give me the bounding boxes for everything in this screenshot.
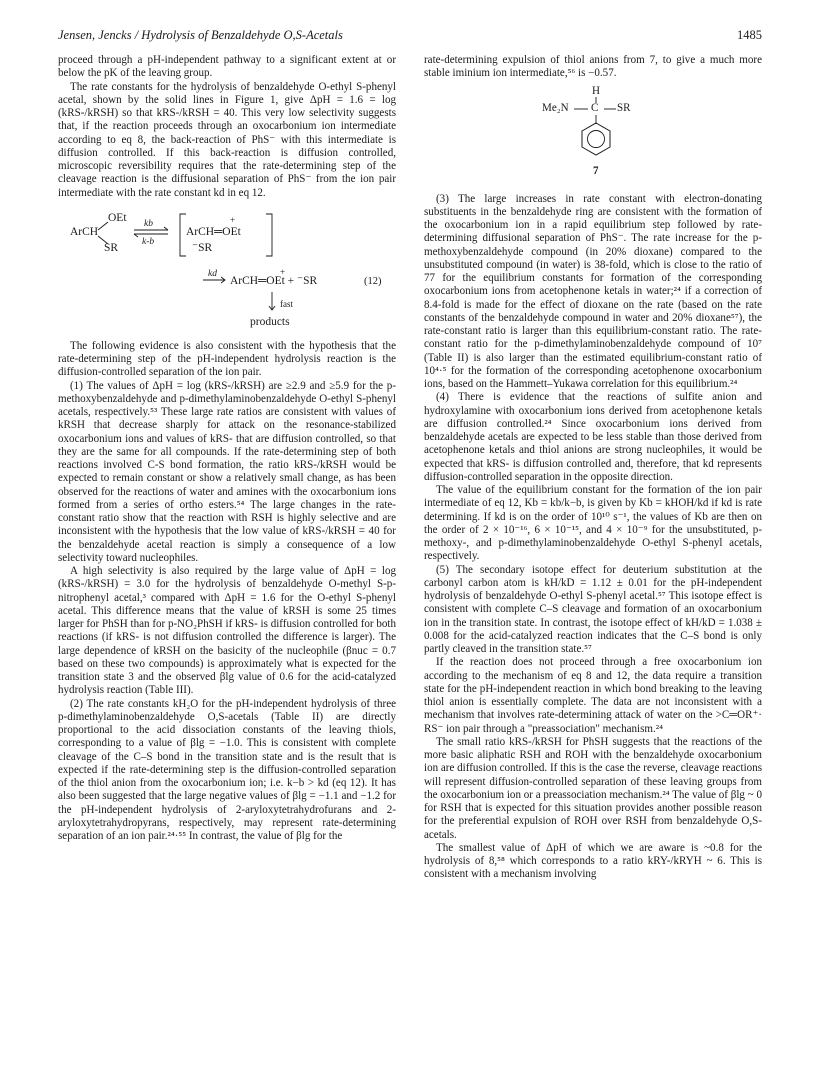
paragraph: The rate constants for the hydrolysis of benzaldehyde O-ethyl S-phenyl acetal, shown by the solid lines in Figure 1, give ΔpH = 1.6 = log (kRS-/kRSH) so that kRS-/kRSH = 40. This very low selectivity suggests that, if the reaction proceeds through an oxocarbonium ion intermediate according to eq 8, the back-reaction of PhS⁻ with this intermediate is diffusion controlled. If this back-reaction is diffusion controlled, microscopic reversibility requires that the rate-determining step of the cleavage reaction is the diffusional separation of PhS⁻ from the ion pair intermediate with the rate constant kd in eq 12. — [58, 80, 396, 199]
left-column — [58, 54, 396, 843]
paragraph: The value of the equilibrium constant for the formation of the ion pair intermediate of eq 12, Kb = kb/k−b, is given by Kb = kHOH/kd if kd is rate determining. If kd is on the order of 10¹⁰ s⁻¹, the values of Kb are then on the order of 2 × 10⁻¹⁶, 6 × 10⁻¹⁵, and 4 × 10⁻⁹ for the unsubstituted, p-methoxy-, and p-dimethylaminobenzaldehyde O-ethyl S-phenyl acetals, respectively. — [424, 484, 762, 563]
paragraph: (5) The secondary isotope effect for deuterium substitution at the carbonyl carbon atom is kH/kD = 1.12 ± 0.01 for the pH-independent hydrolysis of benzaldehyde O-ethyl S-phenyl acetal.⁵⁷ This isotope effect is consistent with complete C–S cleavage and formation of an oxocarbonium ion in the transition state. In contrast, the isotope effect of kH/kD = 1.038 ± 0.008 for the acid-catalyzed reaction indicates that the C–S bond is only partly cleaved in the transition state.⁵⁷ — [424, 563, 762, 655]
page-number: 1485 — [737, 28, 762, 42]
right-column — [424, 54, 762, 882]
paragraph: (1) The values of ΔpH = log (kRS-/kRSH) are ≥2.9 and ≥5.9 for the p-methoxybenzaldehyde and p-dimethylaminobenzaldehyde O-ethyl S-phenyl acetals, respectively.⁵³ These large rate ratios are consistent with values of kRSH that decrease sharply for attack on the resonance-stabilized oxocarbonium ions and values of kRS- that are diffusion controlled, so that they are the same for all compounds. If the rate-determining step of both reactions involved C-S bond formation, the ratio kRS-/kRSH would be expected to remain constant or show a relatively small change, as has been observed for the reactions of water and amines with the oxocarbonium ions formed from a series of ortho esters.⁵⁴ The large changes in the rate-constant ratio show that the reaction with RSH is highly selective and are inconsistent with the hypothesis that the low value of kRS-/kRSH = 40 for the benzaldehyde acetal reaction is simply a consequence of a low selectivity toward nucleophiles. — [58, 379, 396, 564]
paragraph: (3) The large increases in rate constant with electron-donating substituents in the benzaldehyde ring are consistent with the formation of the oxocarbonium ion in a rapid equilibrium step followed by rate-determining diffusional separation of PhS⁻. The rate increase for the p-methoxybenzaldehyde compound (in 20% dioxane) compared to the unsubstituted compound (in water) is 38-fold, which is close to the ratio of 77 for the equilibrium constants for formation of the corresponding oxocarbonium ions from acetophenone ketals in water;²⁴ if a correction of 8.4-fold is made for the effect of dioxane on the rate (based on the rate constants of the benzaldehyde compound in water and 20% dioxane⁵⁷), the rate-constant ratio is larger than this equilibrium-constant ratio. The rate-constant ratio for the p-dimethylaminobenzaldehyde compound of 10⁷ (Table II) is also larger than the estimated equilibrium-constant ratio of 10⁴·⁵ for the formation of the corresponding acetophenone oxocarbonium ions, based on the Hammett–Yukawa correlation for this equilibrium.²⁴ — [424, 192, 762, 390]
ion-pair-anion: ⁻SR — [192, 241, 213, 254]
equation-number: (12) — [364, 275, 382, 287]
reactant-label: ArCH — [70, 225, 99, 238]
paragraph: rate-determining expulsion of thiol anions from 7, to give a much more stable iminium ion intermediate,⁵⁶ is −0.57. — [424, 54, 762, 80]
running-title: Jensen, Jencks / Hydrolysis of Benzaldehyde O,S-Acetals — [58, 28, 343, 42]
fast-label: fast — [280, 298, 293, 309]
k-minus-b-label: k-b — [142, 236, 155, 247]
paragraph: proceed through a pH-independent pathway to a significant extent at or below the pK of the leaving group. — [58, 54, 396, 80]
page-header — [58, 28, 762, 46]
kb-label: kb — [144, 218, 153, 229]
paragraph: (4) There is evidence that the reactions of sulfite anion and hydroxylamine with oxocarbonium ions derived from acetophenone ketals are diffusion controlled.²⁴ Since oxocarbonium ions derived from benzaldehyde acetals are expected to be less stable than those derived from acetophenone ketals and thiol anions are strong nucleophiles, it would be expected that kRS- is diffusion controlled and, therefore, that kd represents diffusion-controlled separation in the opposite direction. — [424, 391, 762, 483]
thio-label: SR — [617, 101, 631, 114]
paragraph: The following evidence is also consistent with the hypothesis that the rate-determining step of the pH-independent hydrolysis reaction is the diffusion-controlled separation of the ion pair. — [58, 339, 396, 379]
structure-7 — [424, 85, 762, 187]
paragraph: A high selectivity is also required by the large value of ΔpH = log (kRS-/kRSH) = 3.0 for the hydrolysis of benzaldehyde O-methyl S-p-nitrophenyl acetal,³ compared with ΔpH = 1.6 for the O-ethyl S-phenyl acetal. This difference means that the value of kRSH is some 25 times larger for PhSH than for p-NO₂PhSH if kRS- is diffusion controlled for both reactions (if kRS- is not diffusion controlled the difference is larger). The large dependence of kRSH on the basicity of the nucleophile (βnuc = 0.7 based on these two compounds) is approximately what is expected for the transition state 3 and the observed βlg value of 0.6 for the acid-catalyzed hydrolysis reaction (Table III). — [58, 565, 396, 697]
thio-label: SR — [104, 241, 119, 254]
ion-pair-cation: ArCH═OEt — [186, 225, 241, 238]
carbon-label: C — [591, 101, 599, 114]
hydrogen-label: H — [592, 84, 600, 97]
separated-products: ArCH═OEt + ⁻SR — [230, 274, 318, 287]
compound-number: 7 — [593, 164, 599, 177]
paragraph: If the reaction does not proceed through a free oxocarbonium ion according to the mechanism of eq 8 and 12, the data require a transition state for the pH-independent reaction in which bond breaking to the leaving thiol anion is essentially complete. The data are not inconsistent with a mechanism that involves rate-determining attack of water on the >C═OR⁺· RS⁻ ion pair through a "preassociation" mechanism.²⁴ — [424, 656, 762, 735]
paragraph: The smallest value of ΔpH of which we are aware is ~0.8 for the hydrolysis of 8,⁵⁸ which corresponds to a ratio kRY-/kRYH ~ 6. This is consistent with a mechanism involving — [424, 841, 762, 881]
paragraph: The small ratio kRS-/kRSH for PhSH suggests that the reactions of the more basic aliphatic RSH and ROH with the benzaldehyde oxocarbonium ion are diffusion controlled. If this is the case the reverse, cleavage reactions will represent diffusion-controlled separation of these leaving groups from the oxocarbonium ion or a preassociation mechanism.²⁴ The value of βlg ~ 0 for RSH that is expected for this situation provides another possible reason for the preferential expulsion of ROH over RSH from benzaldehyde O,S-acetals. — [424, 735, 762, 841]
paragraph: (2) The rate constants kH₂O for the pH-independent hydrolysis of three p-dimethylaminobenzaldehyde O,S-acetals (Table II) are directly proportional to the acid dissociation constants of the leaving thiols, corresponding to a value of βlg = −1.0. This is consistent with complete cleavage of the C–S bond in the transition state and is the result that is expected if the rate-determining step is the diffusion-controlled separation of the thiol anion from the oxocarbonium ion; i.e. k−b > kd (eq 12). It has also been suggested that the large negative values of βlg = −1.1 and −1.2 for the pH-independent hydrolysis of 2-aryloxytetrahydrofurans and 2-aryloxytetrahydropyrans, respectively, may represent rate-determining separation of an ion pair.²⁴·⁵⁵ In contrast, the value of βlg for the — [58, 697, 396, 842]
plus-charge: + — [280, 266, 286, 277]
dimethylamino-label: Me₂N — [542, 101, 569, 114]
ethoxy-label: OEt — [108, 211, 127, 224]
plus-charge: + — [230, 214, 236, 225]
equation-12-scheme — [58, 206, 396, 336]
kd-label: kd — [208, 268, 217, 279]
products-label: products — [250, 315, 290, 328]
